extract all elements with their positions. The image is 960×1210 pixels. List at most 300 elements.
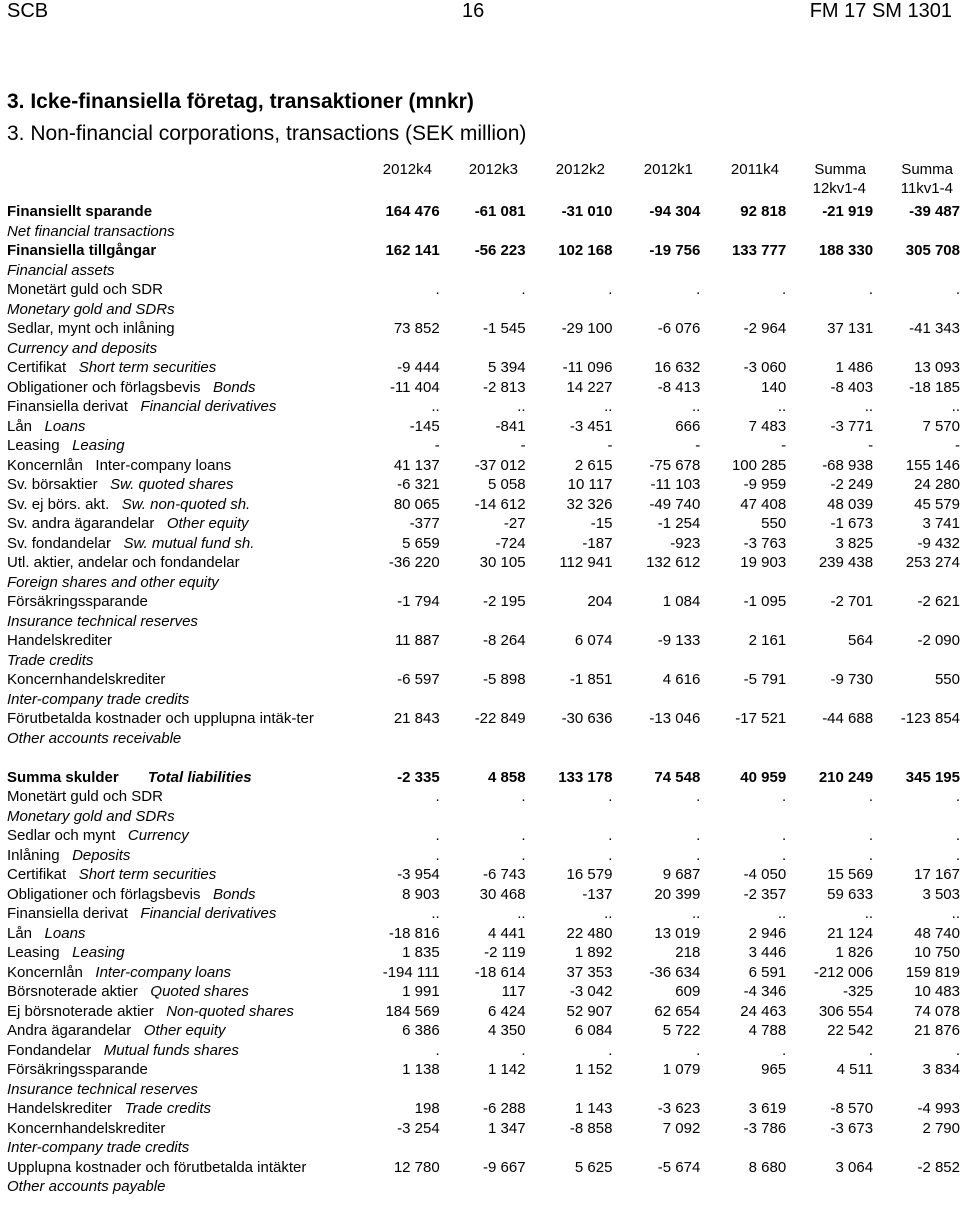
value-cell [526, 748, 613, 768]
row-label [7, 475, 354, 495]
row-label-sv: Leasing [7, 437, 60, 454]
value-cell: -37 012 [474, 456, 526, 474]
value-cell: -145 [409, 417, 440, 435]
value-cell: 2 790 [922, 1119, 960, 1137]
value-cell: 100 285 [731, 456, 787, 474]
value-cell: -2 852 [917, 1158, 960, 1176]
table-row [7, 300, 960, 320]
row-label-en: Other equity [143, 1022, 226, 1039]
value-cell: 80 065 [393, 495, 440, 513]
value-cell: 73 852 [393, 320, 440, 337]
value-cell: -68 938 [822, 456, 874, 474]
table-row [7, 339, 960, 359]
value-cell: -3 060 [743, 359, 787, 376]
value-cell: -8 264 [483, 632, 526, 649]
row-label-en: Deposits [72, 846, 131, 864]
table-title-sv: 3. Icke-finansiella företag, transaktioner (mnkr) [7, 90, 474, 113]
value-cell: -6 597 [397, 671, 440, 688]
value-cell [786, 300, 873, 320]
row-label-sv: Fondandelar [7, 1041, 92, 1059]
value-cell [354, 1080, 440, 1100]
value-cell: 21 843 [393, 710, 440, 727]
row-label [7, 436, 354, 456]
value-cell: -13 046 [649, 710, 701, 727]
value-cell: 188 330 [818, 242, 874, 259]
value-cell [612, 300, 700, 320]
value-cell [786, 261, 873, 281]
value-cell: .. [951, 398, 960, 415]
value-cell: 32 326 [566, 495, 613, 513]
value-cell: 4 441 [488, 924, 526, 942]
row-label-en: Sw. non-quoted sh. [121, 495, 251, 513]
column-header [556, 160, 605, 179]
value-cell [526, 807, 613, 827]
value-cell [873, 729, 960, 749]
value-cell: .. [431, 905, 440, 922]
value-cell [612, 261, 700, 281]
value-cell [440, 300, 526, 320]
value-cell: -61 081 [474, 203, 526, 220]
value-cell: -9 667 [483, 1158, 526, 1176]
value-cell: . [696, 788, 701, 805]
value-cell: 37 131 [827, 320, 874, 337]
row-label [7, 865, 354, 885]
value-cell [354, 651, 440, 671]
value-cell [612, 651, 700, 671]
value-cell: -11 096 [562, 359, 613, 376]
value-cell: . [608, 827, 613, 844]
value-cell: . [868, 788, 874, 805]
table-row [7, 807, 960, 827]
value-cell: 24 463 [740, 1002, 787, 1020]
value-cell: - [955, 437, 960, 454]
value-cell: -3 786 [743, 1119, 787, 1137]
row-label [7, 456, 354, 476]
table-row [7, 1177, 960, 1197]
value-cell [873, 222, 960, 242]
row-label-sv: Upplupna kostnader och förutbetalda intäkter [7, 1158, 307, 1176]
value-cell [700, 651, 786, 671]
table-title-en: 3. Non-financial corporations, transactions (SEK million) [7, 122, 527, 145]
value-cell [612, 1177, 700, 1197]
row-label-sv: Börsnoterade aktier [7, 983, 138, 1000]
value-cell: 16 579 [566, 866, 613, 883]
row-label [7, 1060, 354, 1080]
value-cell: -3 763 [743, 534, 787, 552]
value-cell: 22 542 [827, 1022, 874, 1039]
row-label-en: Bonds [212, 378, 256, 396]
row-label-sv: Inlåning [7, 846, 60, 864]
value-cell [440, 573, 526, 593]
value-cell: 4 616 [662, 671, 701, 688]
value-cell: 5 722 [662, 1022, 701, 1039]
value-cell: . [782, 1041, 787, 1059]
value-cell: . [521, 827, 526, 844]
value-cell: -3 673 [830, 1119, 874, 1137]
row-label [7, 748, 354, 768]
value-cell: .. [864, 905, 874, 922]
value-cell [612, 222, 700, 242]
value-cell [786, 573, 873, 593]
row-label-en: Loans [44, 417, 86, 435]
row-label-sv: Sedlar och mynt [7, 827, 116, 844]
table-row [7, 924, 960, 944]
row-label [7, 807, 354, 827]
row-label [7, 1041, 354, 1061]
value-cell: .. [604, 398, 613, 415]
value-cell [526, 1080, 613, 1100]
value-cell: -30 636 [561, 710, 613, 727]
row-label [7, 553, 354, 573]
table-row [7, 612, 960, 632]
row-label [7, 690, 354, 710]
row-label-en: Financial derivatives [140, 398, 277, 415]
value-cell: 112 941 [559, 554, 613, 571]
value-cell: 4 788 [748, 1022, 787, 1039]
value-cell: 550 [934, 671, 960, 688]
value-cell: 6 591 [748, 963, 787, 981]
table-row [7, 475, 960, 495]
value-cell: 965 [761, 1061, 787, 1078]
value-cell [440, 651, 526, 671]
value-cell: . [782, 846, 787, 864]
value-cell: 30 105 [479, 554, 526, 571]
value-cell: -3 254 [397, 1119, 440, 1137]
value-cell: . [782, 788, 787, 805]
value-cell: . [521, 1041, 526, 1059]
value-cell: - [434, 437, 440, 454]
value-cell: . [608, 788, 613, 805]
value-cell: -1 673 [830, 515, 874, 532]
value-cell: - [520, 437, 526, 454]
value-cell [354, 807, 440, 827]
row-label [7, 826, 354, 846]
value-cell: 4 350 [488, 1022, 526, 1039]
value-cell: . [868, 846, 874, 864]
row-label-en: Sw. quoted shares [110, 476, 234, 493]
value-cell: .. [951, 905, 960, 922]
value-cell [526, 612, 613, 632]
value-cell: -8 403 [830, 378, 874, 396]
page-number: 16 [462, 0, 485, 22]
column-header-line: 2012k4 [382, 161, 432, 178]
column-header-line: 2012k3 [468, 161, 518, 178]
value-cell: -2 621 [917, 593, 960, 610]
value-cell: -1 254 [657, 515, 701, 532]
value-cell: 305 708 [905, 242, 960, 259]
value-cell [440, 339, 526, 359]
table-row [7, 826, 960, 846]
row-label [7, 709, 354, 729]
value-cell: 3 503 [922, 885, 960, 903]
row-label: Finansiella tillgångar [7, 242, 157, 259]
value-cell: -49 740 [649, 495, 701, 513]
value-cell: 239 438 [818, 554, 874, 571]
value-cell: 47 408 [740, 495, 787, 513]
value-cell: . [868, 1041, 874, 1059]
value-cell: .. [431, 398, 440, 415]
value-cell [873, 339, 960, 359]
row-label [7, 573, 354, 593]
value-cell [612, 1138, 700, 1158]
row-label-en: Leasing [72, 944, 125, 961]
row-label [7, 670, 354, 690]
value-cell [354, 1177, 440, 1197]
row-label [7, 963, 354, 983]
row-label-en: Inter-company loans [95, 963, 232, 981]
value-cell: . [435, 827, 440, 844]
value-cell [612, 573, 700, 593]
value-cell: 159 819 [905, 963, 960, 981]
value-cell [700, 729, 786, 749]
value-cell: 2 161 [748, 632, 787, 649]
value-cell: 306 554 [818, 1002, 874, 1020]
row-label-sv: Förutbetalda kostnader och upplupna intäk-ter [7, 710, 314, 727]
value-cell: -14 612 [474, 495, 526, 513]
value-cell: -6 743 [483, 866, 526, 883]
table-row [7, 417, 960, 437]
value-cell: 5 659 [402, 534, 440, 552]
row-label-sv: Lån [7, 417, 33, 435]
value-cell: -325 [843, 983, 874, 1000]
value-cell: -11 404 [389, 378, 440, 396]
value-cell: 3 825 [835, 534, 874, 552]
value-cell [440, 690, 526, 710]
value-cell: -2 357 [743, 885, 787, 903]
row-label-en: Mutual funds shares [103, 1041, 239, 1059]
value-cell [526, 651, 613, 671]
row-label-sv: Ej börsnoterade aktier [7, 1002, 154, 1020]
table-row [7, 846, 960, 866]
value-cell: . [696, 827, 701, 844]
column-header [644, 160, 693, 179]
value-cell: 7 570 [922, 417, 960, 435]
value-cell: 5 394 [488, 359, 526, 376]
value-cell: -2 249 [830, 476, 874, 493]
value-cell [612, 690, 700, 710]
row-label-en: Trade credits [124, 1100, 211, 1117]
table-row [7, 904, 960, 924]
value-cell [786, 1080, 873, 1100]
value-cell: .. [691, 905, 701, 922]
row-label-sv: Koncernlån [7, 456, 83, 474]
value-cell: -44 688 [822, 710, 874, 727]
value-cell: 2 615 [574, 456, 613, 474]
value-cell: 1 142 [488, 1061, 526, 1078]
row-label-en: Monetary gold and SDRs [7, 300, 175, 318]
value-cell: 1 991 [402, 983, 440, 1000]
value-cell [440, 748, 526, 768]
value-cell [526, 1177, 613, 1197]
value-cell: -36 634 [649, 963, 701, 981]
value-cell [786, 651, 873, 671]
value-cell: -8 858 [569, 1119, 613, 1137]
value-cell [440, 807, 526, 827]
value-cell: 564 [848, 632, 874, 649]
value-cell: .. [691, 398, 701, 415]
row-label [7, 417, 354, 437]
value-cell: 1 892 [574, 944, 613, 961]
row-label-en: Other accounts payable [7, 1178, 166, 1195]
value-cell [440, 1138, 526, 1158]
value-cell [700, 1080, 786, 1100]
row-label-sv: Handelskrediter [7, 1100, 113, 1117]
value-cell: 37 353 [566, 963, 613, 981]
row-label [7, 787, 354, 807]
value-cell [786, 1177, 873, 1197]
table-row [7, 495, 960, 515]
value-cell [612, 1080, 700, 1100]
value-cell [700, 748, 786, 768]
value-cell: 1 138 [402, 1061, 440, 1078]
table-row [7, 690, 960, 710]
row-label [7, 1138, 354, 1158]
value-cell [354, 612, 440, 632]
row-label [7, 612, 354, 632]
value-cell [440, 612, 526, 632]
value-cell [700, 807, 786, 827]
value-cell [354, 222, 440, 242]
value-cell: - [695, 437, 701, 454]
value-cell: 11 887 [394, 632, 440, 649]
value-cell: -3 771 [830, 417, 874, 435]
value-cell: 140 [761, 378, 787, 396]
value-cell: 204 [587, 593, 613, 610]
row-label-en: Trade credits [7, 651, 94, 669]
value-cell [873, 612, 960, 632]
table-row [7, 865, 960, 885]
table-row [7, 787, 960, 807]
row-label-sv: Försäkringssparande [7, 1061, 148, 1078]
value-cell: 17 167 [914, 866, 960, 883]
value-cell: -8 570 [830, 1100, 874, 1117]
value-cell: -3 042 [569, 983, 613, 1000]
value-cell: 1 079 [662, 1061, 701, 1078]
row-label-sv: Finansiella derivat [7, 905, 128, 922]
value-cell: -187 [582, 534, 613, 552]
value-cell: 6 386 [402, 1022, 440, 1039]
value-cell: 45 579 [914, 495, 960, 513]
table-row [7, 436, 960, 456]
row-label-en: Insurance technical reserves [7, 612, 198, 630]
row-label [7, 1177, 354, 1197]
value-cell [440, 729, 526, 749]
value-cell: -2 090 [917, 632, 960, 649]
value-cell: 22 480 [566, 924, 613, 942]
value-cell: -22 849 [474, 710, 526, 727]
value-cell: -36 220 [388, 554, 440, 571]
value-cell [526, 339, 613, 359]
table-row [7, 514, 960, 534]
row-label-sv: Monetärt guld och SDR [7, 281, 163, 298]
value-cell: -94 304 [649, 203, 701, 220]
value-cell: 6 084 [574, 1022, 613, 1039]
value-cell: 133 178 [558, 768, 613, 786]
value-cell: -19 756 [649, 242, 701, 259]
row-label-sv: Lån [7, 924, 33, 942]
table-row [7, 963, 960, 983]
table-row [7, 1002, 960, 1022]
value-cell: 41 137 [393, 456, 440, 474]
table-row [7, 1099, 960, 1119]
row-label-en: Other accounts receivable [7, 729, 182, 747]
value-cell: . [435, 788, 440, 805]
table-row [7, 1060, 960, 1080]
row-label-en: Inter-company loans [95, 456, 232, 474]
value-cell: 102 168 [558, 242, 613, 259]
value-cell: -3 954 [397, 866, 440, 883]
value-cell: 550 [761, 515, 787, 532]
value-cell [526, 573, 613, 593]
row-label [7, 378, 354, 398]
column-header-line: 11kv1-4 [900, 180, 953, 197]
value-cell [440, 261, 526, 281]
value-cell: -1 095 [743, 593, 787, 610]
value-cell [786, 222, 873, 242]
value-cell: 48 740 [914, 924, 960, 942]
row-label [7, 495, 354, 515]
value-cell: -41 343 [909, 320, 960, 337]
value-cell: 3 619 [748, 1100, 787, 1117]
value-cell: -31 010 [561, 203, 613, 220]
page-header [0, 0, 960, 24]
value-cell: 1 143 [574, 1100, 613, 1117]
table-row [7, 378, 960, 398]
value-cell: 1 152 [574, 1061, 613, 1078]
value-cell: 92 818 [740, 203, 787, 220]
row-label [7, 300, 354, 320]
row-label-sv: Certifikat [7, 866, 67, 883]
value-cell: 10 117 [567, 476, 613, 493]
value-cell: 6 074 [574, 632, 613, 649]
value-cell [873, 1177, 960, 1197]
value-cell: -9 133 [657, 632, 701, 649]
value-cell: . [521, 846, 526, 864]
value-cell [354, 748, 440, 768]
value-cell: -21 919 [822, 203, 874, 220]
row-label-en: Foreign shares and other equity [7, 573, 219, 591]
row-label [7, 534, 354, 554]
value-cell: . [696, 1041, 701, 1059]
value-cell: -8 413 [657, 378, 701, 396]
row-label-en: Sw. mutual fund sh. [123, 534, 255, 552]
value-cell: 52 907 [566, 1002, 613, 1020]
value-cell [526, 261, 613, 281]
row-label [7, 846, 354, 866]
row-label [7, 222, 354, 242]
value-cell: 16 632 [654, 359, 701, 376]
row-label-sv: Sv. andra ägarandelar [7, 515, 155, 532]
value-cell: -9 730 [830, 671, 874, 688]
row-label-en: Short term securities [78, 866, 217, 883]
value-cell: 8 680 [748, 1158, 787, 1176]
table-row [7, 261, 960, 281]
value-cell: 3 741 [922, 515, 960, 532]
value-cell: . [608, 281, 613, 298]
value-cell: 7 483 [748, 417, 787, 435]
table-row [7, 397, 960, 417]
value-cell: . [955, 281, 960, 298]
table-row [7, 943, 960, 963]
row-label-sv: Sv. ej börs. akt. [7, 495, 110, 513]
value-cell [786, 748, 873, 768]
row-label-sv: Leasing [7, 944, 60, 961]
table-row [7, 1021, 960, 1041]
value-cell: . [782, 281, 787, 298]
row-label-sv: Koncernhandelskrediter [7, 671, 166, 688]
value-cell: -6 076 [657, 320, 701, 337]
value-cell: -29 100 [561, 320, 613, 337]
